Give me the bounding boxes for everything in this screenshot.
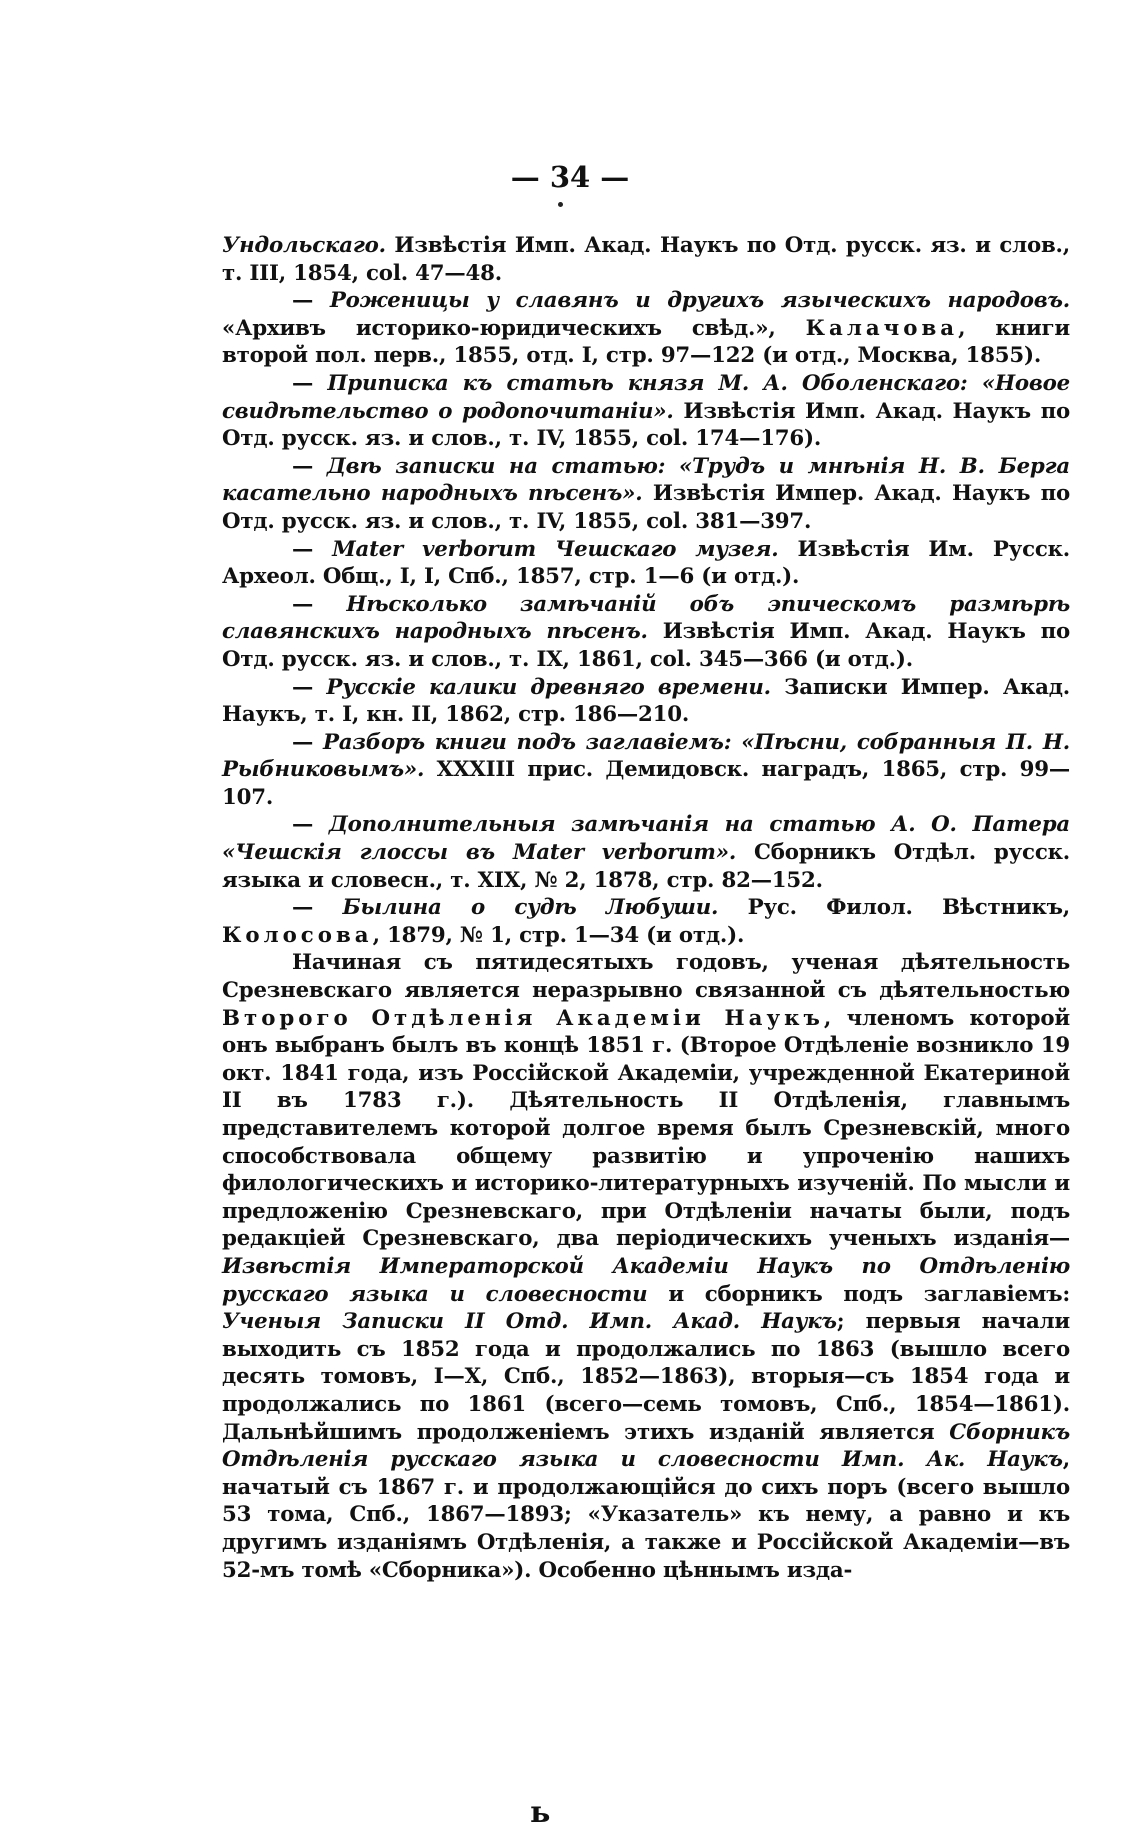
bib-source: Сборникъ Отдѣл. русск. языка и словесн., т. XIX, № 2, 1878, стр. 82—152.: [222, 840, 1070, 893]
bib-entry-10: [222, 894, 1070, 949]
bib-title: Русскіе калики древняго времени.: [326, 674, 771, 700]
bib-title: Роженицы у славянъ и другихъ языческихъ народовъ.: [329, 288, 1070, 314]
bib-title: Былина о судѣ Любуши.: [342, 895, 719, 921]
ink-dot: [558, 202, 563, 207]
bib-entry-2: [222, 287, 1070, 370]
dash: —: [292, 453, 327, 479]
spaced-text: Второго Отдѣленія Академіи Наукъ: [222, 1005, 824, 1031]
dash: —: [292, 729, 323, 755]
dash: —: [292, 370, 328, 396]
footer-mark: ь: [530, 1795, 551, 1830]
dash: —: [292, 812, 329, 838]
bib-entry-5: [222, 536, 1070, 591]
bib-source: , 1879, № 1, стр. 1—34 (и отд.).: [372, 922, 745, 948]
text-run: , членомъ которой онъ выбранъ былъ въ концѣ 1851 г. (Второе Отдѣленіе возникло 19 окт. 1841 года, изъ Россійской Академіи, учрежденной Екатериной II въ 1783 г.). Дѣятельность II Отдѣленія, главнымъ представителемъ которой долгое время былъ Срезневскій, много способствовала общему развитію и упроченію нашихъ филологическихъ и историко-литературныхъ изученій. По мысли и предложенію Срезневскаго, при Отдѣленіи начаты были, подъ редакціей Срезневскаго, два періодическихъ ученыхъ изданія—: [222, 1005, 1070, 1252]
bib-entry-4: [222, 453, 1070, 536]
bib-title: Дополнительныя замѣчанія на статью А. О. Патера «Чешскія глоссы въ Mater verborum».: [222, 812, 1070, 866]
bib-source: Извѣстія Имп. Акад. Наукъ по Отд. русск. яз. и слов., т. IV, 1855, col. 174—176).: [222, 398, 1070, 452]
bib-entry-7: [222, 674, 1070, 729]
bib-source: Извѣстія Им. Русск. Археол. Общ., I, I, Спб., 1857, стр. 1—6 (и отд.).: [222, 536, 1070, 590]
bib-title: Приписка къ статьѣ князя М. А. Оболенскаго: «Новое свидѣтельство о родопочитаніи».: [222, 370, 1071, 424]
body-paragraph: [222, 949, 1070, 1584]
bib-source: Извѣстія Импер. Акад. Наукъ по Отд. русск. яз. и слов., т. IV, 1855, col. 381—397.: [222, 481, 1070, 534]
bib-source: Извѣстія Имп. Акад. Наукъ по Отд. русск. яз. и слов., т. III, 1854, col. 47—48.: [222, 233, 1070, 286]
italic-title: Сборникъ Отдѣленія русскаго языка и словесности Имп. Ак. Наукъ: [222, 1419, 1070, 1473]
bib-entry-1: [222, 232, 1070, 287]
dash: —: [292, 536, 333, 562]
bib-source: XXXIII прис. Демидовск. наградъ, 1865, стр. 99—107.: [222, 757, 1070, 810]
bib-title: Двѣ записки на статью: «Трудъ и мнѣнія Н. В. Берга касательно народныхъ пѣсенъ».: [222, 453, 1070, 507]
page-number: — 34 —: [510, 160, 630, 194]
bib-entry-6: [222, 591, 1070, 674]
dash: —: [292, 288, 330, 314]
bib-source: Записки Импер. Акад. Наукъ, т. I, кн. II, 1862, стр. 186—210.: [222, 674, 1070, 728]
dash: —: [292, 591, 347, 617]
text-run: , начатый съ 1867 г. и продолжающійся до сихъ поръ (всего вышло 53 тома, Спб., 1867—1893; «Указатель» къ нему, а равно и къ другимъ изданіямъ Отдѣленія, а также и Россійской Академіи—въ 52-мъ томѣ «Сборника»). Особенно цѣннымъ изда-: [222, 1447, 1070, 1583]
bib-title: Разборъ книги подъ заглавіемъ: «Пѣсни, собранныя П. Н. Рыбниковымъ».: [222, 729, 1070, 783]
bib-source: Рус. Филол. Вѣстникъ,: [718, 895, 1070, 921]
bib-title: Mater verborum Чешскаго музея.: [332, 536, 779, 562]
bib-source: Извѣстія Имп. Акад. Наукъ по Отд. русск. яз. и слов., т. IX, 1861, col. 345—366 (и отд.).: [222, 619, 1070, 672]
italic-title: Ученыя Записки II Отд. Имп. Акад. Наукъ: [222, 1309, 837, 1335]
text-run: Начиная съ пятидесятыхъ годовъ, ученая дѣятельность Срезневскаго является неразрывно связанной съ дѣятельностью: [222, 950, 1070, 1004]
bib-author: Калачова: [805, 315, 959, 341]
bib-title: Нѣсколько замѣчаній объ эпическомъ размѣрѣ славянскихъ народныхъ пѣсенъ.: [222, 591, 1070, 645]
bib-entry-9: [222, 811, 1070, 894]
text-run: ; первыя начали выходить съ 1852 года и продолжались по 1863 (вышло всего десять томовъ, I—X, Спб., 1852—1863), вторыя—съ 1854 года и продолжались по 1861 (всего—семь томовъ, Спб., 1854—1861). Дальнѣйшимъ продолженіемъ этихъ изданій является: [222, 1309, 1071, 1445]
bib-entry-3: [222, 370, 1070, 453]
dash: —: [292, 674, 327, 700]
dash: —: [292, 895, 343, 921]
bib-source: «Архивъ историко-юридическихъ свѣд.»,: [222, 315, 806, 341]
bib-source: , книги второй пол. перв., 1855, отд. I, стр. 97—122 (и отд., Москва, 1855).: [222, 315, 1070, 369]
page-body: [222, 232, 1070, 1584]
italic-title: Извѣстія Императорской Академіи Наукъ по Отдѣленію русскаго языка и словесности: [222, 1253, 1070, 1307]
bib-title: Ундольскаго.: [222, 233, 386, 258]
text-run: и сборникъ подъ заглавіемъ:: [647, 1281, 1070, 1307]
bib-author: Колосова: [222, 922, 373, 948]
bib-entry-8: [222, 729, 1070, 812]
